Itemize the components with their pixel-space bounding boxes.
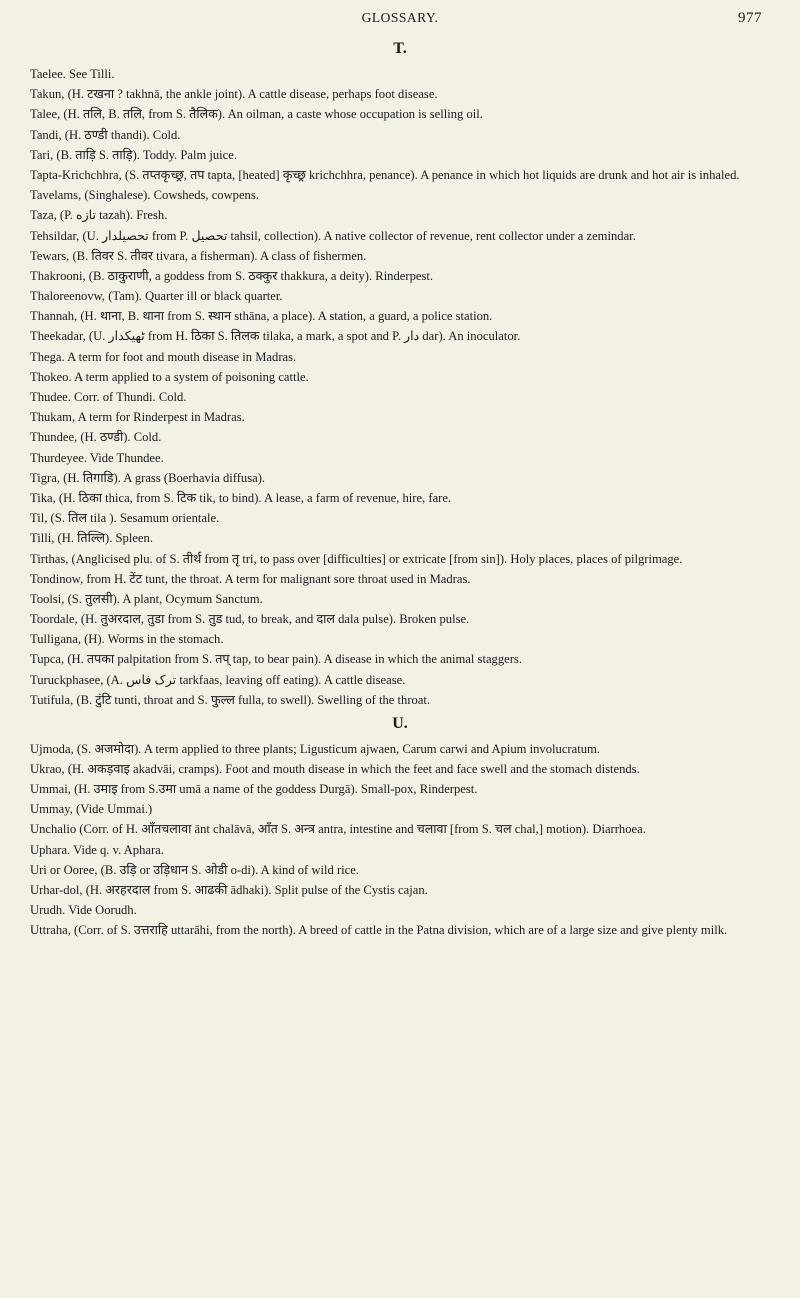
- glossary-entry: Thudee. Corr. of Thundi. Cold.: [30, 390, 187, 404]
- glossary-entry: Thukam, A term for Rinderpest in Madras.: [30, 410, 245, 425]
- glossary-entry: Taelee. See Tilli.: [30, 67, 115, 81]
- glossary-entry: Tewars, (B. तिवर S. तीवर tivara, a fisherman). A class of fishermen.: [30, 248, 367, 263]
- glossary-entry: Tari, (B. ताड़ि S. ताड़ि). Toddy. Palm juice.: [30, 147, 238, 162]
- glossary-entry: Tika, (H. ठिका thica, from S. टिक tik, to bind). A lease, a farm of revenue, hire, fare.: [30, 490, 452, 505]
- glossary-entry: Toordale, (H. तुअरदाल, तुडा from S. तुड tud, to break, and दाल dala pulse). Broken pulse.: [30, 612, 470, 627]
- glossary-entry: Taza, (P. تازه tazah). Fresh.: [30, 208, 168, 223]
- page-number: 977: [738, 10, 762, 26]
- glossary-entry: Uttraha, (Corr. of S. उत्तराहि uttarāhi, from the north). A breed of cattle in the Patna division, which are of a large size and give plenty milk.: [30, 923, 728, 938]
- glossary-entry: Tigra, (H. तिगाडि). A grass (Boerhavia diffusa).: [30, 470, 266, 485]
- glossary-entry: Tandi, (H. ठण्डी thandi). Cold.: [30, 127, 181, 142]
- glossary-entry: Tehsildar, (U. تحصیلدار from P. تحصیل tahsil, collection). A native collector of revenue, rent collector under a zemindar.: [30, 228, 636, 243]
- glossary-entry: Thega. A term for foot and mouth disease in Madras.: [30, 349, 297, 364]
- glossary-entry: Toolsi, (S. तुलसी). A plant, Ocymum Sanctum.: [30, 591, 263, 606]
- glossary-entry: Thannah, (H. थाना, B. थाना from S. स्थान sthāna, a place). A station, a guard, a police station.: [30, 309, 493, 324]
- glossary-entry: Tirthas, (Anglicised plu. of S. तीर्थ from तृ tri, to pass over [difficulties] or extricate [from sin]). Holy places, places of pilgrimage.: [30, 551, 683, 566]
- glossary-entry: Takun, (H. टखना ? takhnā, the ankle joint). A cattle disease, perhaps foot disease.: [30, 87, 438, 102]
- glossary-entry: Ukrao, (H. अकड़वाइ akadvāi, cramps). Foot and mouth disease in which the feet and face swell and the stomach distends.: [30, 761, 640, 776]
- glossary-entry: Uphara. Vide q. v. Aphara.: [30, 842, 164, 857]
- glossary-entry: Ummay, (Vide Ummai.): [30, 802, 153, 817]
- glossary-entry: Talee, (H. तलि, B. तलि, from S. तैलिक). An oilman, a caste whose occupation is selling oil.: [30, 107, 483, 122]
- glossary-entry: Ummai, (H. उमाइ from S.उमा umā a name of the goddess Durgā). Small-pox, Rinderpest.: [30, 781, 478, 796]
- section-letter: U.: [392, 714, 408, 732]
- section-u: [30, 715, 770, 939]
- glossary-entry: Turuckphasee, (A. ترک فاس tarkfaas, leaving off eating). A cattle disease.: [30, 672, 406, 687]
- glossary-entry: Thakrooni, (B. ठाकुराणी, a goddess from S. ठक्कुर thakkura, a deity). Rinderpest.: [30, 268, 433, 283]
- glossary-entry: Ujmoda, (S. अजमोदा). A term applied to three plants; Ligusticum ajwaen, Carum carwi and Apium involucratum.: [30, 741, 600, 756]
- glossary-entry: Thaloreenovw, (Tam). Quarter ill or black quarter.: [30, 289, 283, 304]
- glossary-entry: Tilli, (H. तिल्लि). Spleen.: [30, 531, 153, 546]
- glossary-entry: Tutifula, (B. टुंटि tunti, throat and S. फुल्ल fulla, to swell). Swelling of the throat.: [30, 692, 431, 707]
- section-t: [30, 40, 770, 709]
- glossary-entry: Unchalio (Corr. of H. आँतचलावा ānt chalāvā, आँत S. अन्त्र antra, intestine and चलावा [from S. चल chal,] motion). Diarrhoea.: [30, 822, 646, 837]
- glossary-entry: Thurdeyee. Vide Thundee.: [30, 450, 164, 465]
- glossary-entry: Thokeo. A term applied to a system of poisoning cattle.: [30, 369, 309, 384]
- glossary-entry: Tapta-Krichchhra, (S. तप्तकृच्छ्र, तप tapta, [heated] कृच्छ्र krichchhra, penance). A penance in which hot liquids are drunk and hot air is inhaled.: [30, 167, 740, 182]
- glossary-entry: Uri or Ooree, (B. उड़ि or उड़िधान S. ओडी o-di). A kind of wild rice.: [30, 862, 359, 877]
- glossary-entry: Tondinow, from H. टेंट tunt, the throat. A term for malignant sore throat used in Madras.: [30, 571, 471, 586]
- glossary-entry: Tulligana, (H). Worms in the stomach.: [30, 632, 224, 647]
- glossary-entry: Tupca, (H. तपका palpitation from S. तप् tap, to bear pain). A disease in which the animal staggers.: [30, 652, 522, 667]
- glossary-entries: [30, 66, 770, 709]
- glossary-entries: [30, 741, 770, 939]
- glossary-entry: Urudh. Vide Oorudh.: [30, 903, 137, 918]
- section-letter: T.: [393, 40, 407, 57]
- glossary-entry: Tavelams, (Singhalese). Cowsheds, cowpens.: [30, 188, 259, 203]
- glossary-entry: Thundee, (H. ठण्डी). Cold.: [30, 430, 162, 445]
- glossary-entry: Til, (S. तिल tila ). Sesamum orientale.: [30, 511, 220, 526]
- glossary-entry: Theekadar, (U. ٹھیکدار from H. ठिका S. तिलक tilaka, a mark, a spot and P. دار dar). An inoculator.: [30, 329, 521, 344]
- running-title: GLOSSARY.: [361, 10, 439, 25]
- glossary-entry: Urhar-dol, (H. अरहरदाल from S. आढकी ādhaki). Split pulse of the Cystis cajan.: [30, 882, 428, 897]
- page-header: [30, 8, 770, 34]
